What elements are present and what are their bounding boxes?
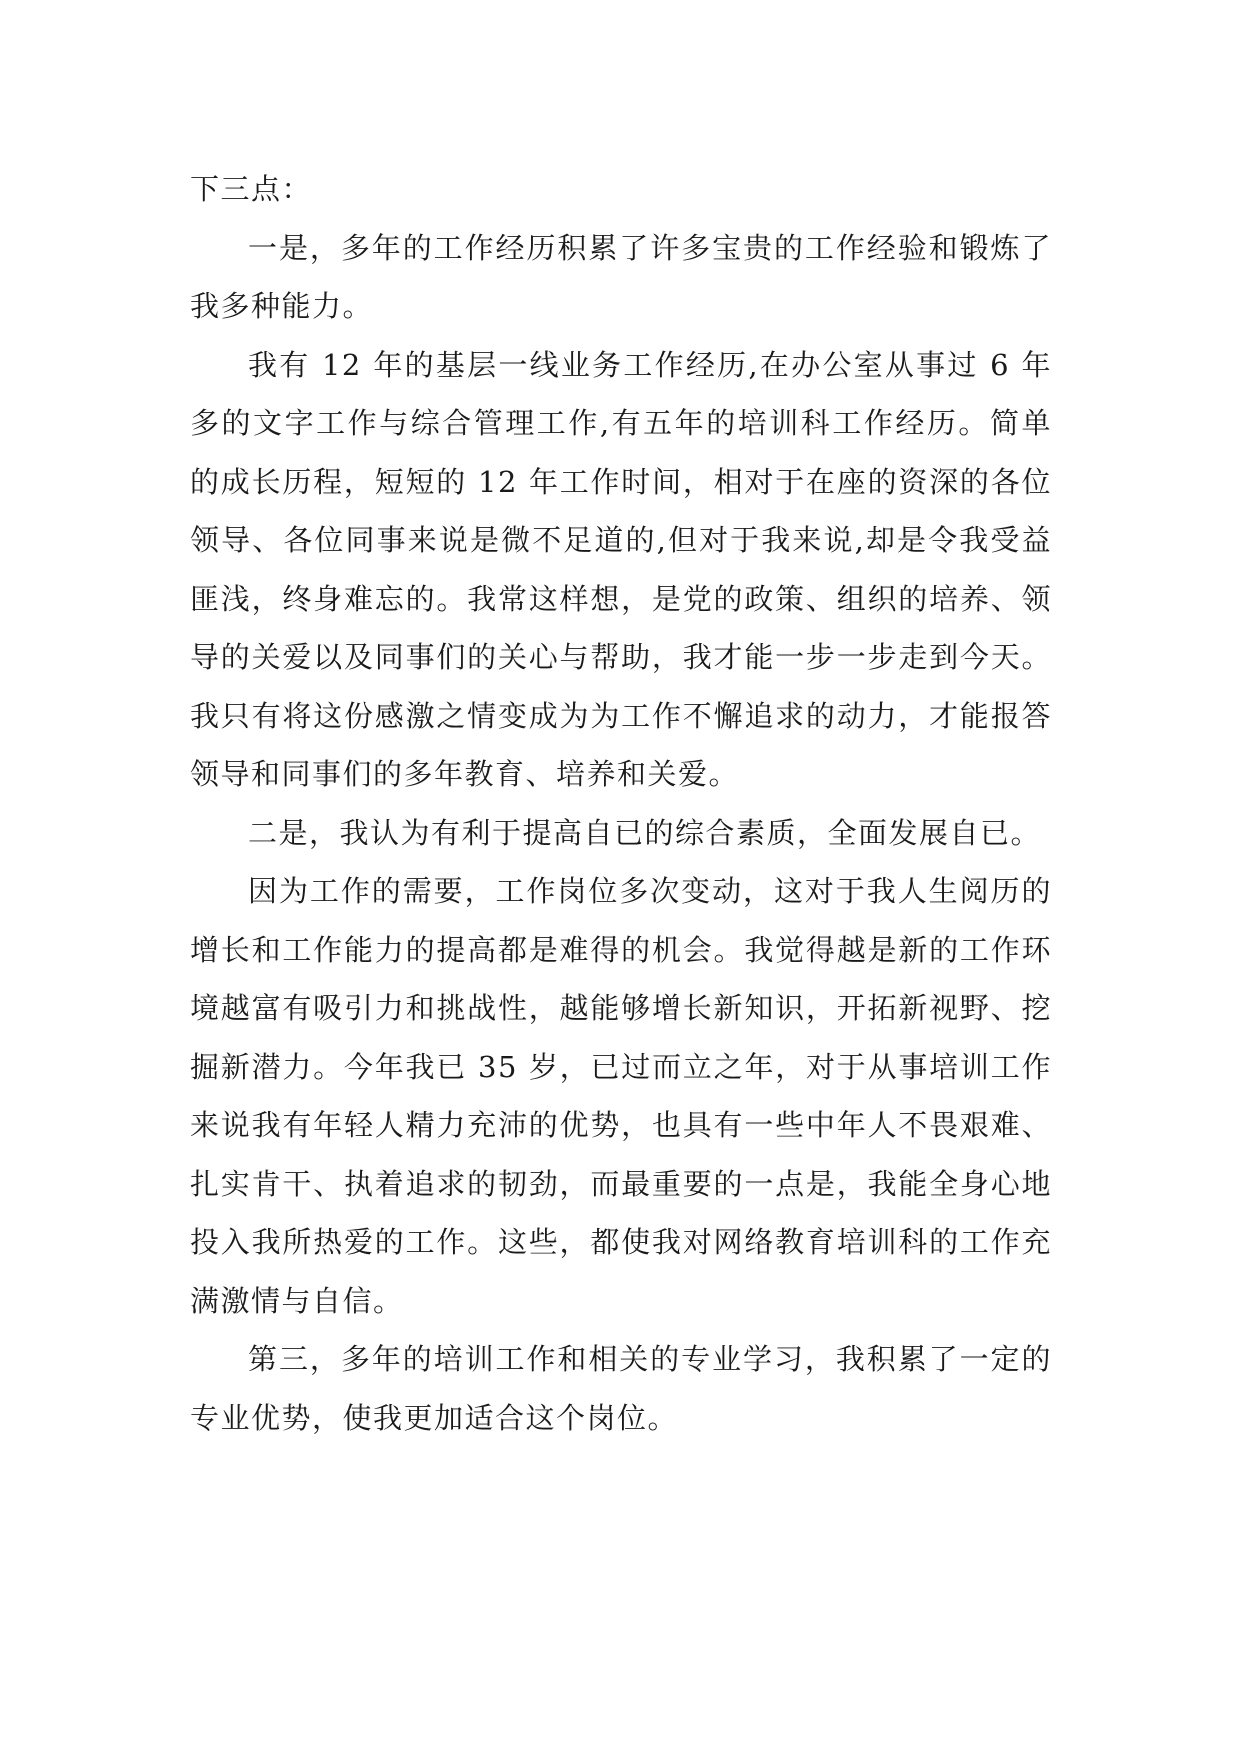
paragraph-point-two: 二是，我认为有利于提高自已的综合素质，全面发展自已。 — [248, 815, 1042, 850]
paragraph-point-three: 第三，多年的培训工作和相关的专业学习，我积累了一定的专业优势，使我更加适合这个岗位。 — [190, 1342, 1052, 1435]
paragraph-intro: 下三点： — [190, 172, 313, 206]
paragraph-work-history: 我有 12 年的基层一线业务工作经历,在办公室从事过 6 年多的文字工作与综合管理工作,有五年的培训科工作经历。简单的成长历程，短短的 12 年工作时间，相对于在座的资深的各位领导、各位同事来说是微不足道的,但对于我来说,却是令我受益匪浅，终身难忘的。我常这样想，是党的政策、组织的培养、领导的关爱以及同事们的关心与帮助，我才能一步一步走到今天。我只有将这份感激之情变成为为工作不懈追求的动力，才能报答领导和同事们的多年教育、培养和关爱。 — [190, 347, 1052, 791]
paragraph-job-changes: 因为工作的需要，工作岗位多次变动，这对于我人生阅历的增长和工作能力的提高都是难得的机会。我觉得越是新的工作环境越富有吸引力和挑战性，越能够增长新知识，开拓新视野、挖掘新潜力。今年我已 35 岁，已过而立之年，对于从事培训工作来说我有年轻人精力充沛的优势，也具有一些中年人不畏艰难、扎实肯干、执着追求的韧劲，而最重要的一点是，我能全身心地投入我所热爱的工作。这些，都使我对网络教育培训科的工作充满激情与自信。 — [190, 874, 1052, 1318]
document-body — [190, 160, 1052, 1447]
paragraph-point-one: 一是，多年的工作经历积累了许多宝贵的工作经验和锻炼了我多种能力。 — [190, 230, 1052, 323]
